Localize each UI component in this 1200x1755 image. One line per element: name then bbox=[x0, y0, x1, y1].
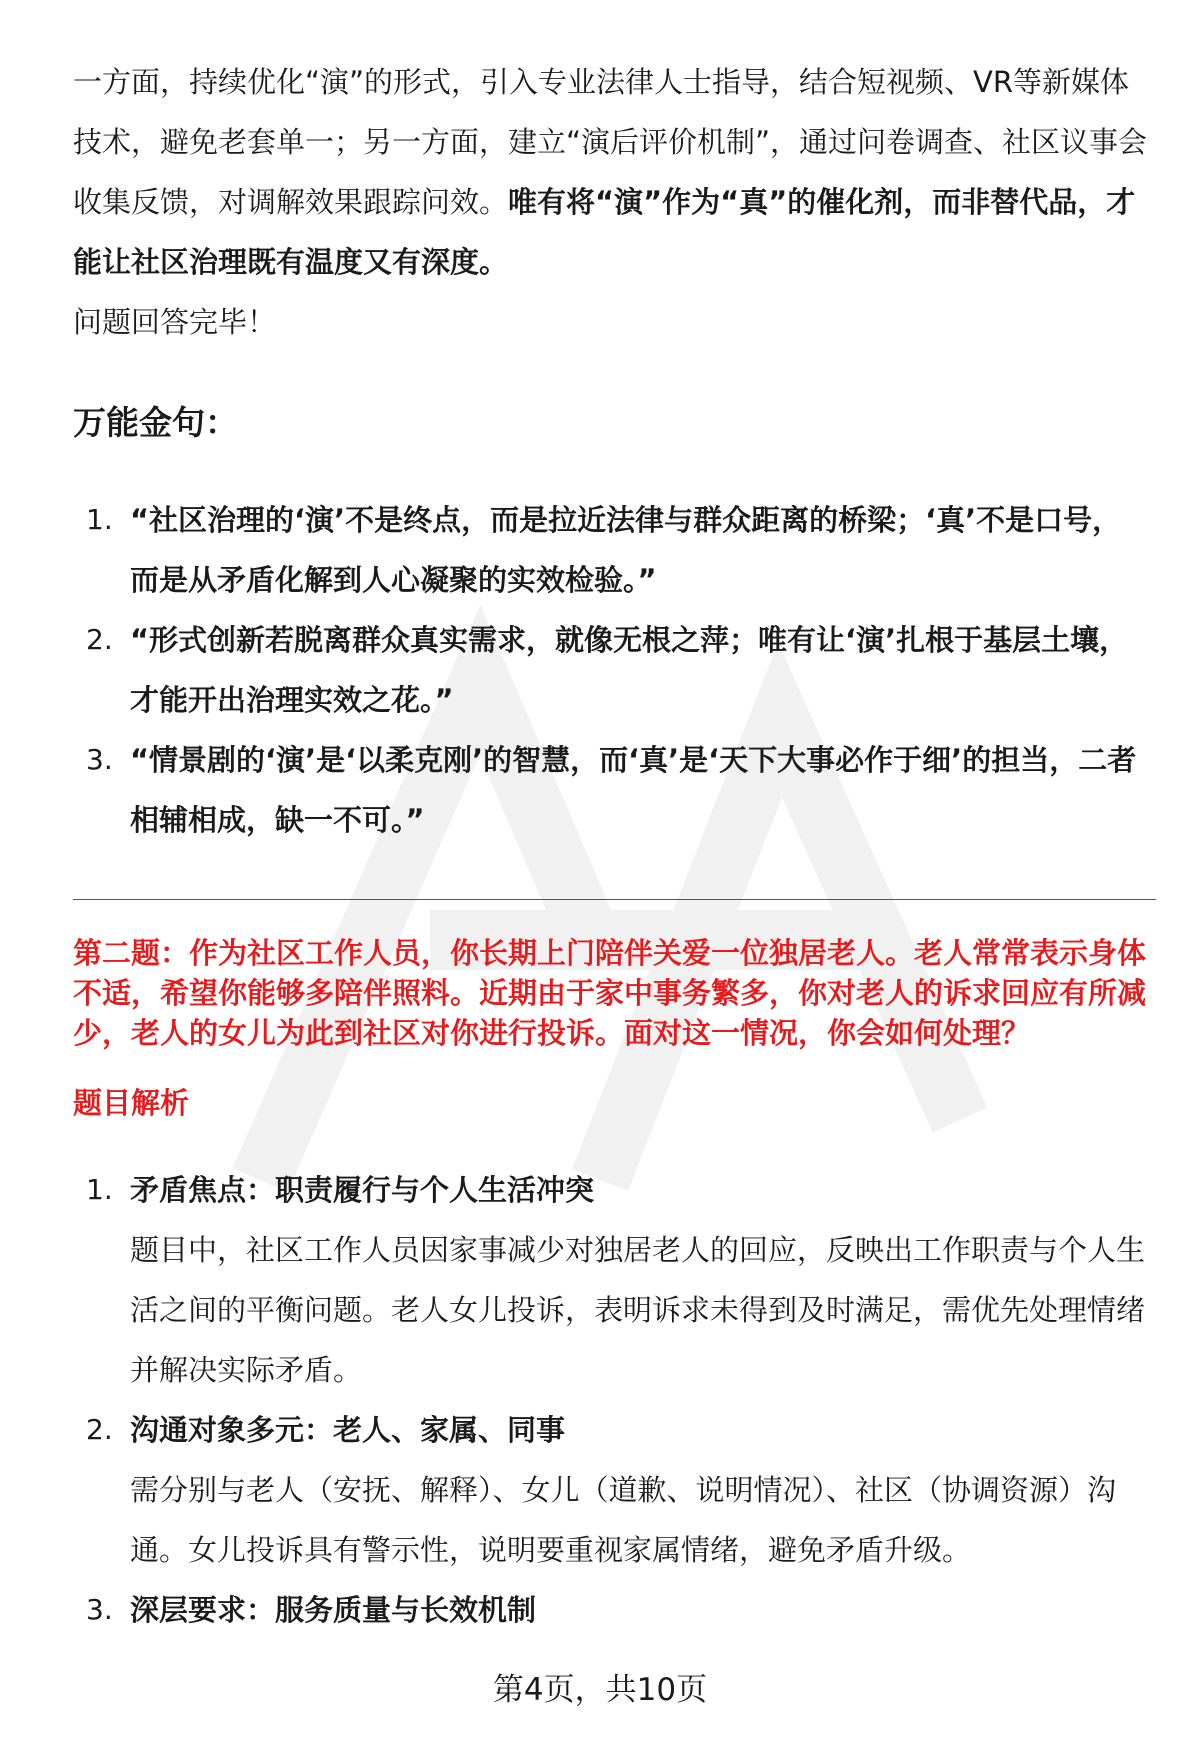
list-number: 1. bbox=[86, 503, 113, 536]
quote-text: “形式创新若脱离群众真实需求，就像无根之萍；唯有让‘演’扎根于基层土壤，才能开出治理实效之花。” bbox=[130, 623, 1129, 717]
list-item bbox=[0, 490, 1200, 610]
analysis-list bbox=[0, 1160, 1200, 1640]
list-item bbox=[0, 730, 1200, 850]
golden-quotes-list bbox=[0, 490, 1200, 850]
closing-line: 问题回答完毕！ bbox=[73, 305, 277, 339]
question-2-text: 第二题：作为社区工作人员，你长期上门陪伴关爱一位独居老人。老人常常表示身体不适，希望你能够多陪伴照料。近期由于家中事务繁多，你对老人的诉求回应有所减少，老人的女儿为此到社区对你进行投诉。面对这一情况，你会如何处理？ bbox=[73, 936, 1147, 1050]
list-item bbox=[0, 1160, 1200, 1400]
golden-quotes-title: 万能金句： bbox=[73, 403, 238, 442]
analysis-body: 需分别与老人（安抚、解释）、女儿（道歉、说明情况）、社区（协调资源）沟通。女儿投诉具有警示性，说明要重视家属情绪，避免矛盾升级。 bbox=[130, 1473, 1117, 1567]
analysis-body: 题目中，社区工作人员因家事减少对独居老人的回应，反映出工作职责与个人生活之间的平衡问题。老人女儿投诉，表明诉求未得到及时满足，需优先处理情绪并解决实际矛盾。 bbox=[130, 1233, 1146, 1387]
page-number: 第4页，共10页 bbox=[492, 1672, 708, 1708]
list-number: 1. bbox=[86, 1173, 113, 1206]
quote-text: “情景剧的‘演’是‘以柔克刚’的智慧，而‘真’是‘天下大事必作于细’的担当，二者相辅相成，缺一不可。” bbox=[130, 743, 1137, 837]
intro-bold-text: 唯有将“演”作为“真”的催化剂，而非替代品，才能让社区治理既有温度又有深度。 bbox=[73, 185, 1136, 279]
analysis-heading: 矛盾焦点：职责履行与个人生活冲突 bbox=[130, 1173, 595, 1207]
quote-text: “社区治理的‘演’不是终点，而是拉近法律与群众距离的桥梁；‘真’不是口号，而是从矛盾化解到人心凝聚的实效检验。” bbox=[130, 503, 1122, 597]
list-number: 2. bbox=[86, 1413, 113, 1446]
analysis-heading: 沟通对象多元：老人、家属、同事 bbox=[130, 1413, 566, 1447]
list-item bbox=[0, 610, 1200, 730]
list-item bbox=[0, 1400, 1200, 1580]
list-number: 3. bbox=[86, 743, 113, 776]
list-number: 3. bbox=[86, 1593, 113, 1626]
list-number: 2. bbox=[86, 623, 113, 656]
analysis-title: 题目解析 bbox=[73, 1086, 190, 1120]
section-divider bbox=[73, 899, 1156, 900]
analysis-heading: 深层要求：服务质量与长效机制 bbox=[130, 1593, 537, 1627]
intro-normal-text: 一方面，持续优化“演”的形式，引入专业法律人士指导，结合短视频、VR等新媒体技术，避免老套单一；另一方面，建立“演后评价机制”，通过问卷调查、社区议事会收集反馈，对调解效果跟踪问效。 bbox=[73, 65, 1148, 219]
intro-paragraph bbox=[73, 52, 1153, 292]
list-item bbox=[0, 1580, 1200, 1640]
